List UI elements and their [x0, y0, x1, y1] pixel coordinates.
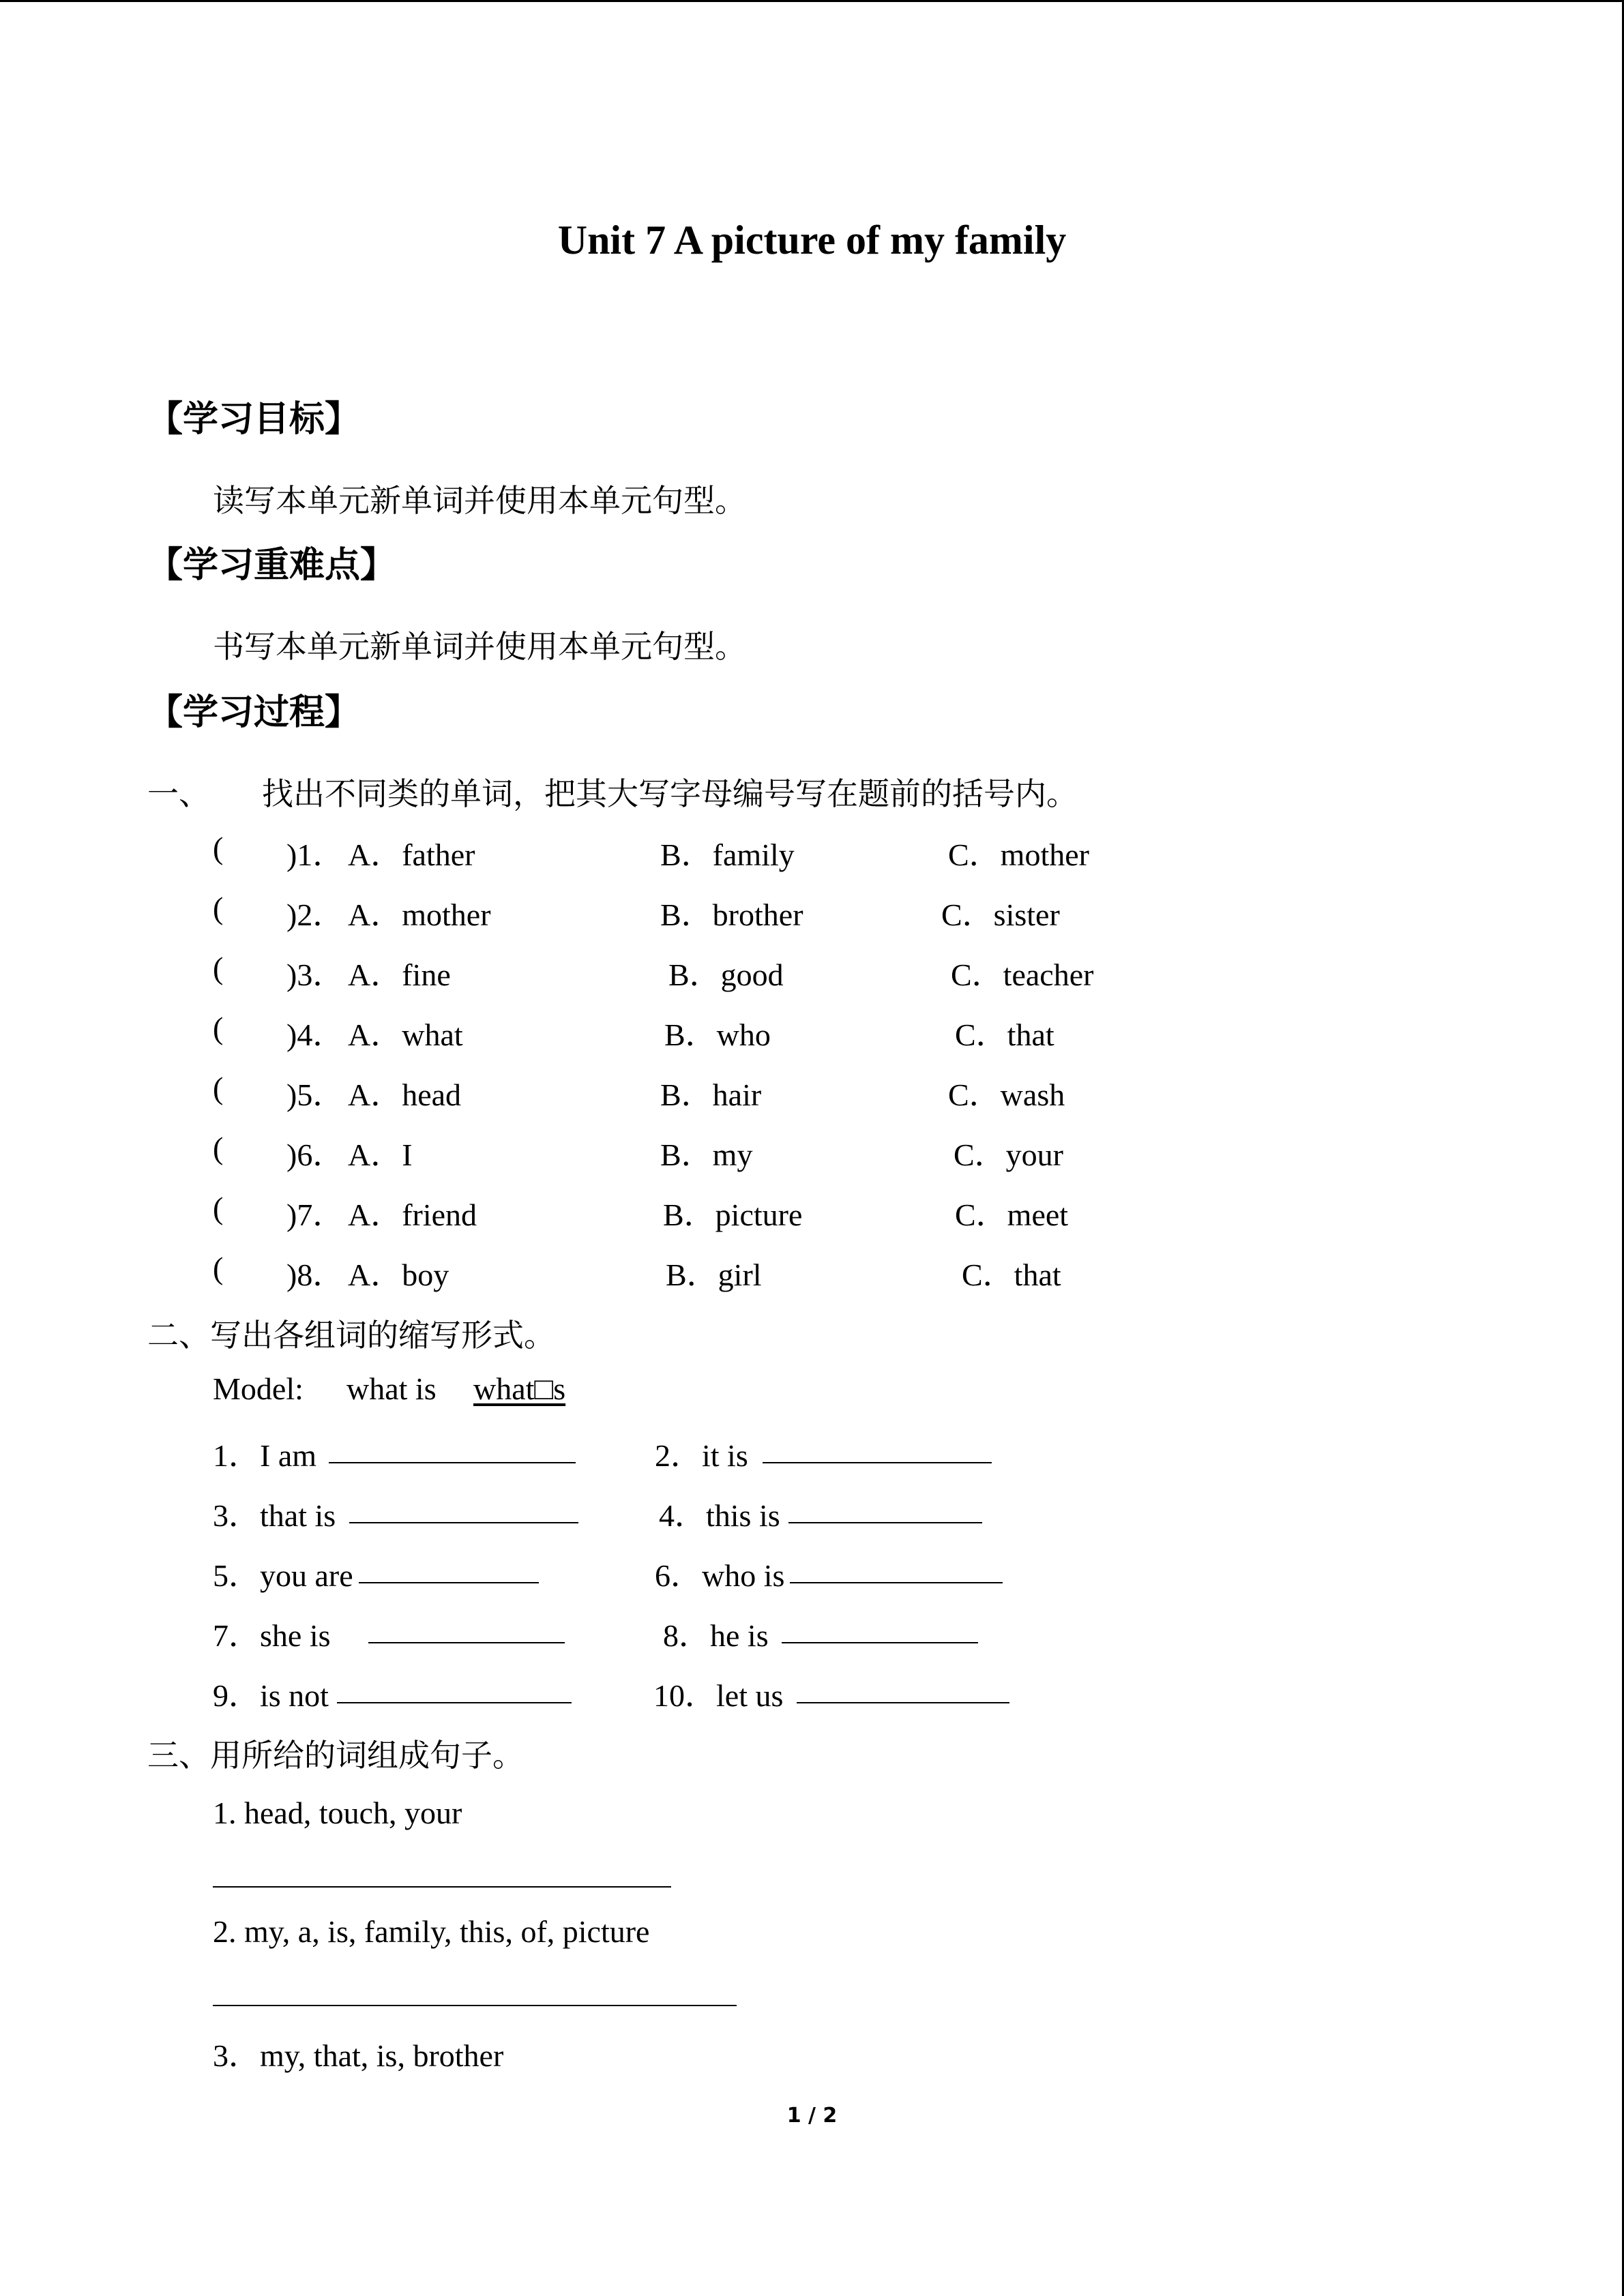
q1-paren: (	[213, 831, 224, 865]
q1-option-c: C．mother	[948, 837, 1089, 872]
sentence-3-words: 3．my, that, is, brother	[213, 2038, 504, 2073]
q2-option-c: C．sister	[941, 897, 1060, 932]
q6-number: )6．	[286, 1137, 344, 1172]
q8-option-b: B．girl	[666, 1257, 762, 1292]
q7-paren: (	[213, 1191, 224, 1225]
contraction-4-blank[interactable]	[788, 1522, 982, 1523]
goals-text: 读写本单元新单词并使用本单元句型。	[213, 483, 746, 518]
q4-option-a: A．what	[348, 1017, 463, 1052]
contraction-5-blank[interactable]	[359, 1582, 539, 1583]
q7-option-b: B．picture	[663, 1197, 803, 1232]
contraction-8-label: 8．he is	[663, 1618, 769, 1653]
contraction-7-label: 7．she is	[213, 1618, 331, 1653]
q8-option-c: C．that	[962, 1257, 1061, 1292]
q5-option-a: A．head	[348, 1077, 462, 1112]
q6-option-c: C．your	[954, 1137, 1063, 1172]
q4-paren: (	[213, 1011, 224, 1045]
keypoints-heading: 【学习重难点】	[147, 545, 396, 586]
q7-option-a: A．friend	[348, 1197, 477, 1232]
q8-option-a: A．boy	[348, 1257, 449, 1292]
contraction-4-label: 4．this is	[659, 1498, 780, 1533]
q2-option-b: B．brother	[660, 897, 803, 932]
contraction-10-blank[interactable]	[797, 1702, 1009, 1703]
model-label: Model:	[213, 1371, 304, 1406]
q1-option-a: A．father	[348, 837, 475, 872]
q3-number: )3．	[286, 957, 344, 992]
q7-number: )7．	[286, 1197, 344, 1232]
q4-option-c: C．that	[955, 1017, 1054, 1052]
q2-option-a: A．mother	[348, 897, 491, 932]
sentence-2-words: 2. my, a, is, family, this, of, picture	[213, 1914, 650, 1949]
contraction-2-label: 2．it is	[655, 1438, 748, 1473]
contraction-1-blank[interactable]	[329, 1462, 576, 1463]
contraction-3-label: 3．that is	[213, 1498, 336, 1533]
page-title: Unit 7 A picture of my family	[557, 218, 1067, 263]
q3-option-b: B．good	[668, 957, 784, 992]
contraction-1-label: 1．I am	[213, 1438, 317, 1473]
contraction-9-label: 9．is not	[213, 1678, 329, 1713]
q5-paren: (	[213, 1071, 224, 1105]
q1-number: )1．	[286, 837, 344, 872]
contraction-10-label: 10．let us	[653, 1678, 784, 1713]
page-number: 1 / 2	[786, 2104, 838, 2128]
section1-label: 一、	[147, 777, 210, 811]
contraction-2-blank[interactable]	[763, 1462, 992, 1463]
q7-option-c: C．meet	[955, 1197, 1069, 1232]
q6-paren: (	[213, 1131, 224, 1165]
q6-option-b: B．my	[660, 1137, 753, 1172]
q3-option-a: A．fine	[348, 957, 451, 992]
q3-option-c: C．teacher	[951, 957, 1094, 992]
process-heading: 【学习过程】	[147, 692, 361, 733]
q4-number: )4．	[286, 1017, 344, 1052]
contraction-8-blank[interactable]	[782, 1642, 978, 1643]
contraction-7-blank[interactable]	[368, 1642, 565, 1643]
model-answer: what□s	[473, 1371, 566, 1406]
q8-paren: (	[213, 1251, 224, 1285]
sentence-1-answer-line[interactable]	[213, 1886, 671, 1888]
top-border	[0, 0, 1624, 2]
contraction-3-blank[interactable]	[349, 1522, 578, 1523]
section2-instruction: 二、写出各组词的缩写形式。	[147, 1318, 555, 1353]
contraction-5-label: 5．you are	[213, 1558, 353, 1593]
q6-option-a: A．I	[348, 1137, 413, 1172]
section1-instruction: 找出不同类的单词，把其大写字母编号写在题前的括号内。	[262, 777, 1078, 811]
section3-instruction: 三、用所给的词组成句子。	[147, 1738, 524, 1773]
q4-option-b: B．who	[664, 1017, 771, 1052]
contraction-6-blank[interactable]	[790, 1582, 1003, 1583]
q2-paren: (	[213, 891, 224, 925]
q8-number: )8．	[286, 1257, 344, 1292]
model-phrase: what is	[346, 1371, 437, 1406]
q5-option-b: B．hair	[660, 1077, 762, 1112]
contraction-9-blank[interactable]	[337, 1702, 572, 1703]
q3-paren: (	[213, 951, 224, 985]
sentence-1-words: 1. head, touch, your	[213, 1795, 462, 1830]
q2-number: )2．	[286, 897, 344, 932]
q1-option-b: B．family	[660, 837, 795, 872]
goals-heading: 【学习目标】	[147, 399, 361, 440]
sentence-2-answer-line[interactable]	[213, 2005, 737, 2006]
keypoints-text: 书写本单元新单词并使用本单元句型。	[213, 629, 746, 664]
contraction-6-label: 6．who is	[655, 1558, 785, 1593]
q5-number: )5．	[286, 1077, 344, 1112]
q5-option-c: C．wash	[948, 1077, 1065, 1112]
